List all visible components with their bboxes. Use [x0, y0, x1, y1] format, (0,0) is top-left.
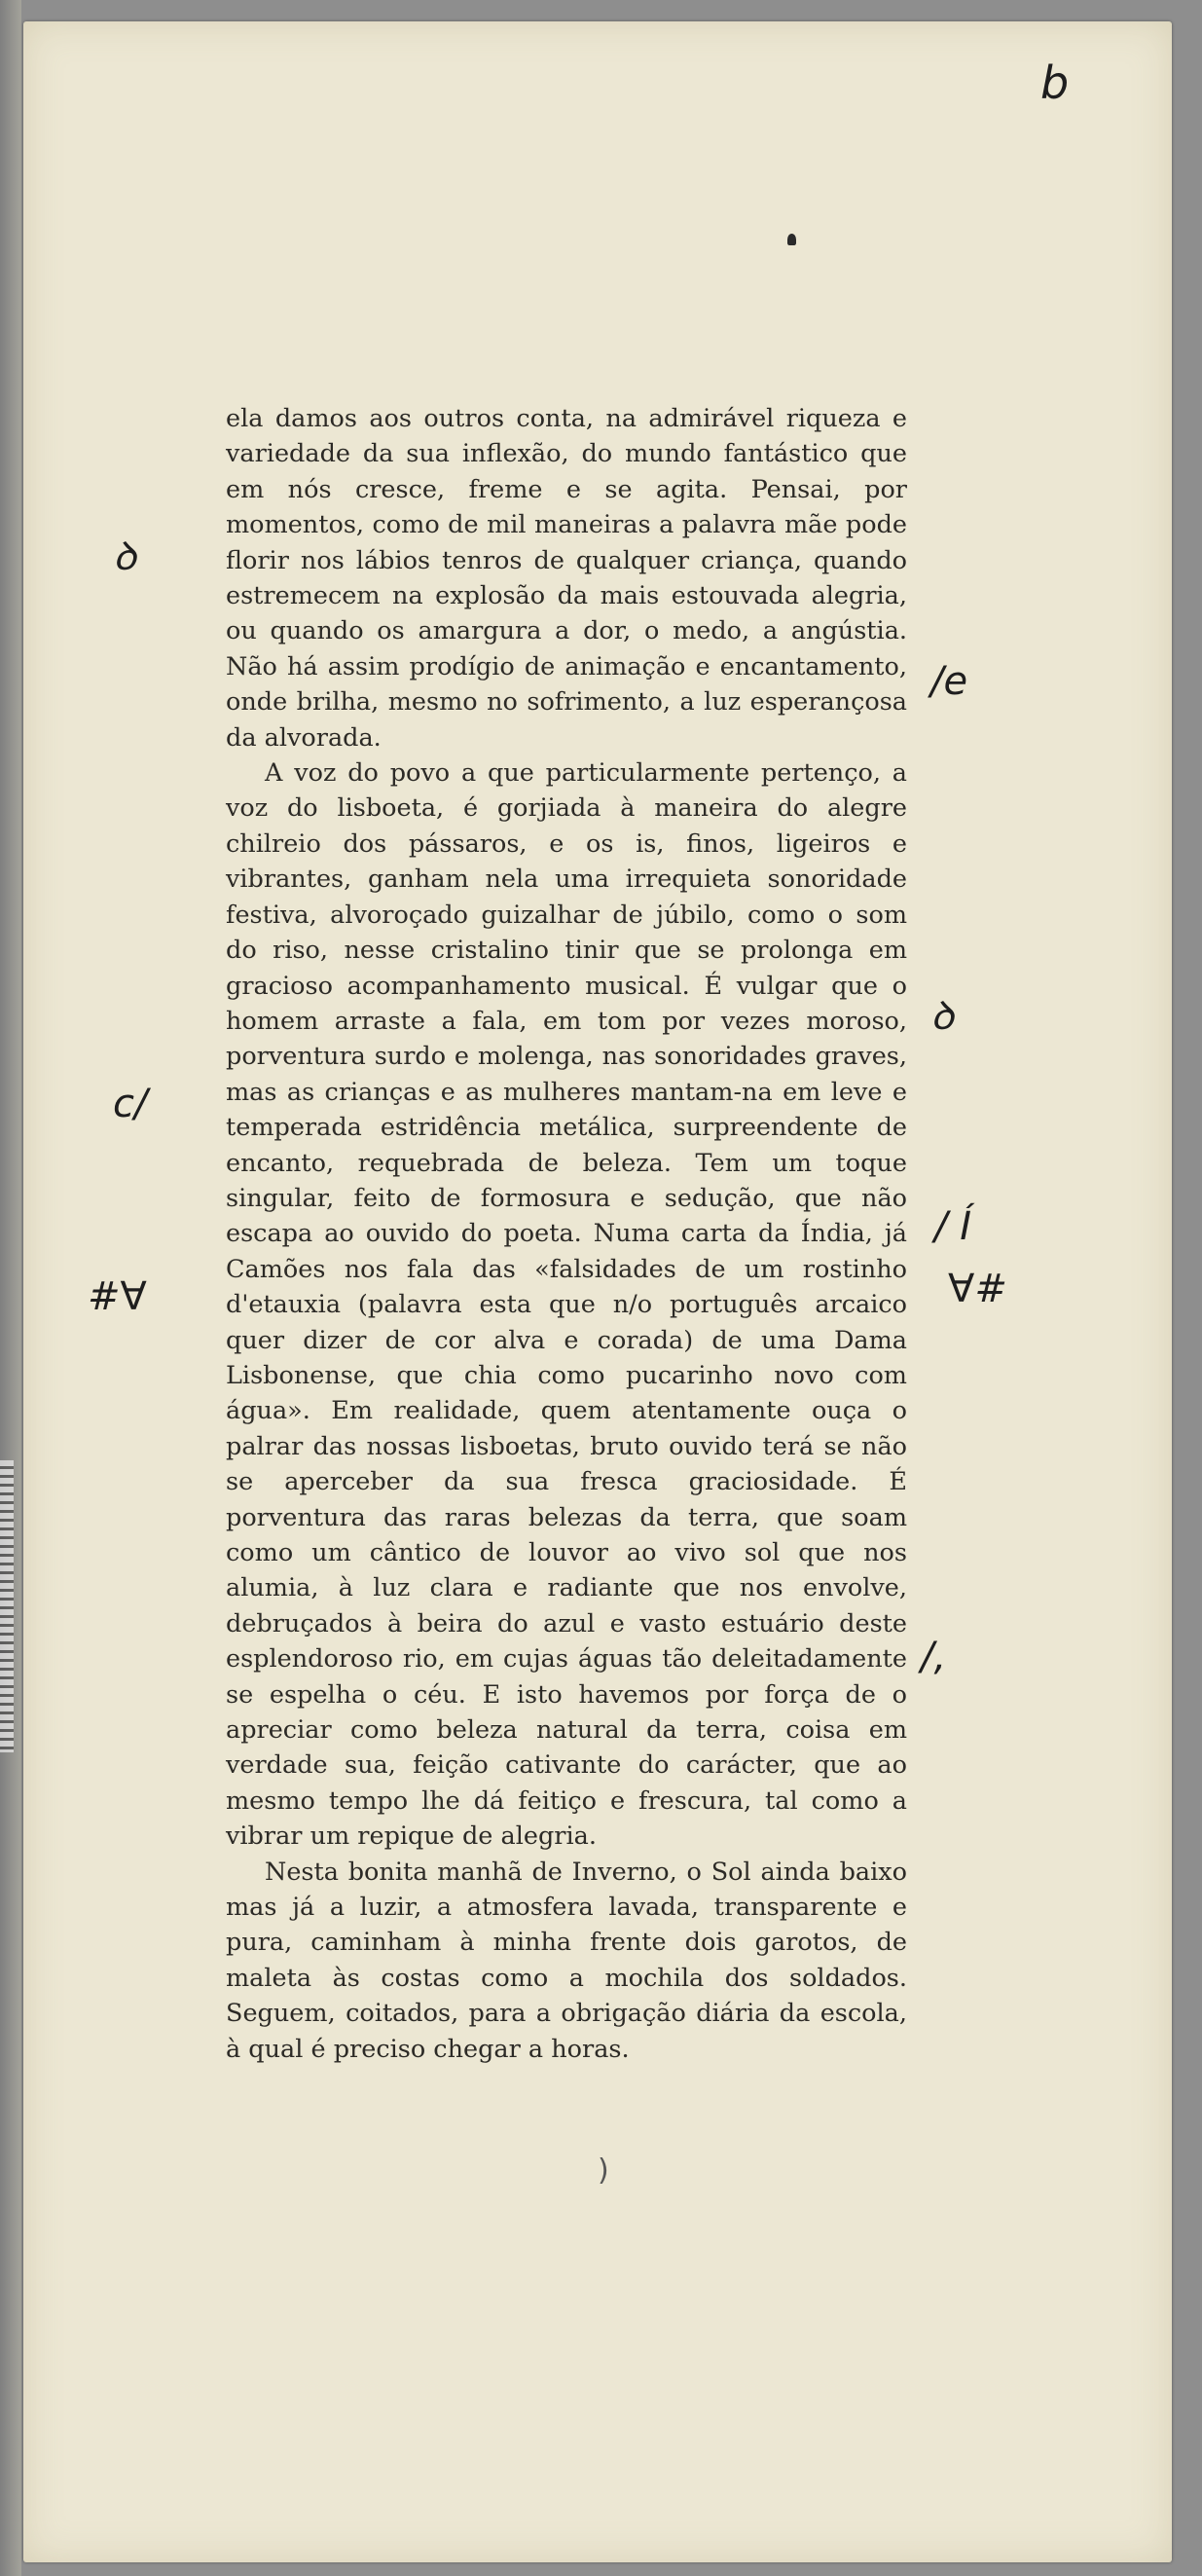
handwritten-margin-mark: #∀ [88, 1274, 147, 1319]
ink-dot [787, 234, 796, 245]
scan-ruler [0, 1460, 14, 1752]
scanner-edge [0, 0, 21, 2576]
paragraph: A voz do povo a que particularmente pertenço, a voz do lisboeta, é gorjiada à maneira do alegre chilreio dos pássaros, e os is, finos, ligeiros e vibrantes, ganham nela uma irrequieta sonoridade festiva, alvoroçado guizalhar de júbilo, como o som do riso, nesse cristalino tinir que se prolonga em gracioso acompanhamento musical. É vulgar que o homem arraste a fala, em tom por vezes moroso, porventura surdo e molenga, nas sonoridades graves, mas as crianças e as mulheres mantam-na em leve e temperada estridência metálica, surpreendente de encanto, requebrada de beleza. Tem um toque singular, feito de formosura e sedução, que não escapa ao ouvido do poeta. Numa carta da Índia, já Camões nos fala das «falsidades de um rostinho d'etauxia (palavra esta que n/o português arcaico quer dizer de cor alva e corada) de uma Dama Lisbonense, que chia como pucarinho novo com água». Em realidade, quem atentamente ouça o palrar das nossas lisboetas, bruto ouvido terá se não se aperceber da sua fresca graciosidade. É porventura das raras belezas da terra, que soam como um cântico de louvor ao vivo sol que nos alumia, à luz clara e radiante que nos envolve, debruçados à beira do azul e vasto estuário deste esplendoroso rio, em cujas águas tão deleitadamente se espelha o céu. E isto havemos por força de o apreciar como beleza natural da terra, coisa em verdade sua, feição cativante do carácter, que ao mesmo tempo lhe dá feitiço e frescura, tal como a vibrar um repique de alegria. [226, 758, 907, 1852]
handwritten-margin-mark: / Í [934, 1204, 971, 1249]
handwritten-margin-mark: ꝺ [930, 994, 954, 1039]
document-page [23, 21, 1172, 2562]
handwritten-page-mark: b [1040, 56, 1070, 109]
paragraph: ela damos aos outros conta, na admirável riqueza e variedade da sua inflexão, do mundo fantástico que em nós cresce, freme e se agita. Pensai, por momentos, como de mil maneiras a palavra mãe pode florir nos lábios tenros de qualquer criança, quando estremecem na explosão da mais estouvada alegria, ou quando os amargura a dor, o medo, a angústia. Não há assim prodígio de animação e encantamento, onde brilha, mesmo no sofrimento, a luz esperançosa da alvorada. [226, 404, 907, 753]
handwritten-margin-mark: c/ [113, 1082, 148, 1126]
ink-smudge: ) [598, 2153, 609, 2188]
paragraph: Nesta bonita manhã de Inverno, o Sol ainda baixo mas já a luzir, a atmosfera lavada, transparente e pura, caminham à minha frente dois garotos, de maleta às costas como a mochila dos soldados. Seguem, coitados, para a obrigação diária da escola, à qual é preciso chegar a horas. [226, 1857, 907, 2064]
handwritten-margin-mark: /, [921, 1635, 947, 1679]
handwritten-margin-mark: ∀# [948, 1267, 1007, 1311]
handwritten-margin-mark: /e [930, 659, 968, 704]
body-text [226, 401, 907, 2067]
handwritten-margin-mark: ꝺ [113, 534, 136, 579]
